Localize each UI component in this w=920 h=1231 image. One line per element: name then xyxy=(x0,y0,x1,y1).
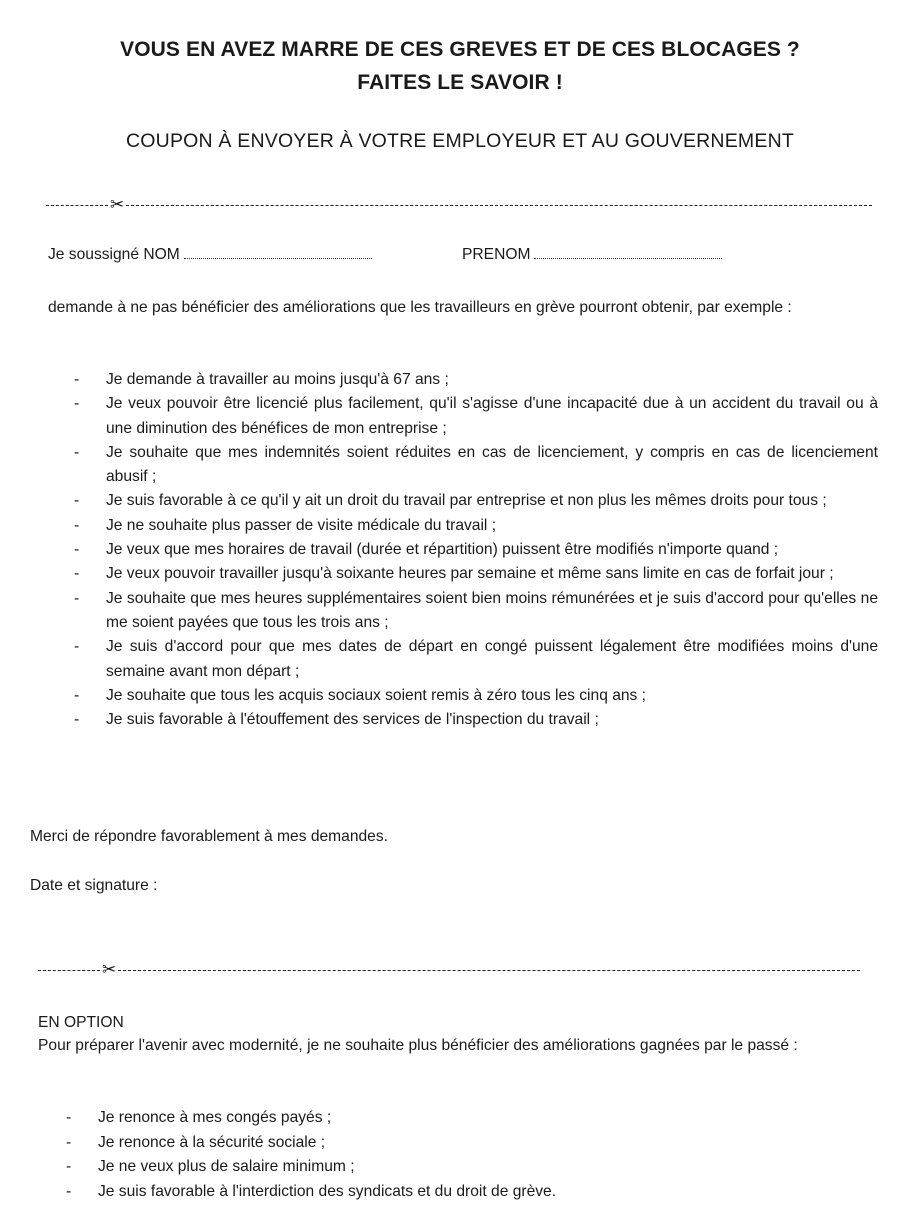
list-item xyxy=(72,684,878,708)
nom-label: Je soussigné NOM xyxy=(48,246,180,263)
cut-line-bottom xyxy=(38,960,860,980)
bullet-dash: - xyxy=(74,686,80,704)
list-item-text: Je veux que mes horaires de travail (durée et répartition) puissent être modifiés n'importe quand ; xyxy=(106,541,779,559)
cut-line-dash xyxy=(126,205,872,206)
bullet-dash: - xyxy=(74,371,80,388)
list-item-text: Je renonce à la sécurité sociale ; xyxy=(98,1133,326,1151)
bullet-dash: - xyxy=(74,443,80,461)
bullet-dash: - xyxy=(66,1182,72,1200)
bullet-dash: - xyxy=(74,711,80,729)
main-title-line1: VOUS EN AVEZ MARRE DE CES GREVES ET DE CES BLOCAGES ? xyxy=(120,38,800,61)
list-item-text: Je veux pouvoir travailler jusqu'à soixante heures par semaine et même sans limite en cas de forfait jour ; xyxy=(106,565,834,583)
list-item-text: Je suis favorable à ce qu'il y ait un droit du travail par entreprise et non plus les mêmes droits pour tous ; xyxy=(106,492,827,510)
date-signature-label: Date et signature : xyxy=(30,877,158,894)
closing-text: Merci de répondre favorablement à mes demandes. xyxy=(30,828,388,845)
coupon-subtitle: COUPON À ENVOYER À VOTRE EMPLOYEUR ET AU GOUVERNEMENT xyxy=(126,130,794,152)
option-heading: EN OPTION xyxy=(38,1014,124,1031)
cut-line-dash xyxy=(46,205,108,206)
list-item xyxy=(72,587,878,636)
list-item-text: Je souhaite que mes indemnités soient réduites en cas de licenciement, y compris en cas de licenciement abusif ; xyxy=(106,443,878,486)
list-item-text: Je renonce à mes congés payés ; xyxy=(98,1109,332,1126)
list-item xyxy=(72,708,878,732)
list-item-text: Je souhaite que mes heures supplémentaires soient bien moins rémunérées et je suis d'accord pour qu'elles ne me soient payées que tous les trois ans ; xyxy=(106,589,878,631)
list-item xyxy=(64,1106,854,1131)
bullet-dash: - xyxy=(74,492,80,510)
list-item-text: Je demande à travailler au moins jusqu'à 67 ans ; xyxy=(106,371,449,388)
prenom-field[interactable] xyxy=(462,243,722,267)
list-item xyxy=(64,1155,854,1180)
bullet-dash: - xyxy=(74,565,80,583)
bullet-dash: - xyxy=(66,1133,72,1151)
list-item xyxy=(64,1180,854,1205)
list-item-text: Je souhaite que tous les acquis sociaux soient remis à zéro tous les cinq ans ; xyxy=(106,686,647,704)
list-item xyxy=(72,538,878,562)
bullet-dash: - xyxy=(74,516,80,534)
list-item-text: Je ne veux plus de salaire minimum ; xyxy=(98,1158,355,1175)
option-list xyxy=(64,1106,854,1204)
list-item xyxy=(72,635,878,684)
intro-paragraph: demande à ne pas bénéficier des améliorations que les travailleurs en grève pourront obtenir, par exemple : xyxy=(48,299,792,316)
list-item xyxy=(72,514,878,538)
main-title-line2: FAITES LE SAVOIR ! xyxy=(357,71,563,94)
prenom-label: PRENOM xyxy=(462,246,531,263)
list-item xyxy=(72,392,878,441)
list-item xyxy=(72,562,878,586)
list-item xyxy=(64,1131,854,1156)
cut-line-dash xyxy=(118,970,860,971)
prenom-dotted-line xyxy=(534,258,722,259)
list-item-text: Je suis favorable à l'étouffement des services de l'inspection du travail ; xyxy=(106,711,599,729)
demands-list xyxy=(72,368,878,732)
bullet-dash: - xyxy=(74,541,80,559)
list-item xyxy=(72,441,878,490)
nom-dotted-line xyxy=(184,258,372,259)
identity-fields xyxy=(48,243,808,267)
list-item-text: Je suis d'accord pour que mes dates de départ en congé puissent légalement être modifiées moins d'une semaine avant mon départ ; xyxy=(106,638,878,680)
scissors-icon: ✂ xyxy=(110,195,125,214)
bullet-dash: - xyxy=(74,638,80,656)
bullet-dash: - xyxy=(74,589,80,607)
list-item xyxy=(72,368,878,392)
nom-field[interactable] xyxy=(48,243,372,267)
list-item-text: Je suis favorable à l'interdiction des syndicats et du droit de grève. xyxy=(98,1182,557,1200)
cut-line-top xyxy=(46,195,872,215)
bullet-dash: - xyxy=(74,395,80,413)
bullet-dash: - xyxy=(66,1109,72,1126)
list-item xyxy=(72,489,878,513)
cut-line-dash xyxy=(38,970,100,971)
bullet-dash: - xyxy=(66,1158,72,1175)
list-item-text: Je veux pouvoir être licencié plus facilement, qu'il s'agisse d'une incapacité due à un accident du travail ou à une diminution des bénéfices de mon entreprise ; xyxy=(106,395,878,437)
option-paragraph: Pour préparer l'avenir avec modernité, je ne souhaite plus bénéficier des améliorations gagnées par le passé : xyxy=(38,1037,798,1054)
scissors-icon: ✂ xyxy=(102,960,117,979)
list-item-text: Je ne souhaite plus passer de visite médicale du travail ; xyxy=(106,516,497,534)
